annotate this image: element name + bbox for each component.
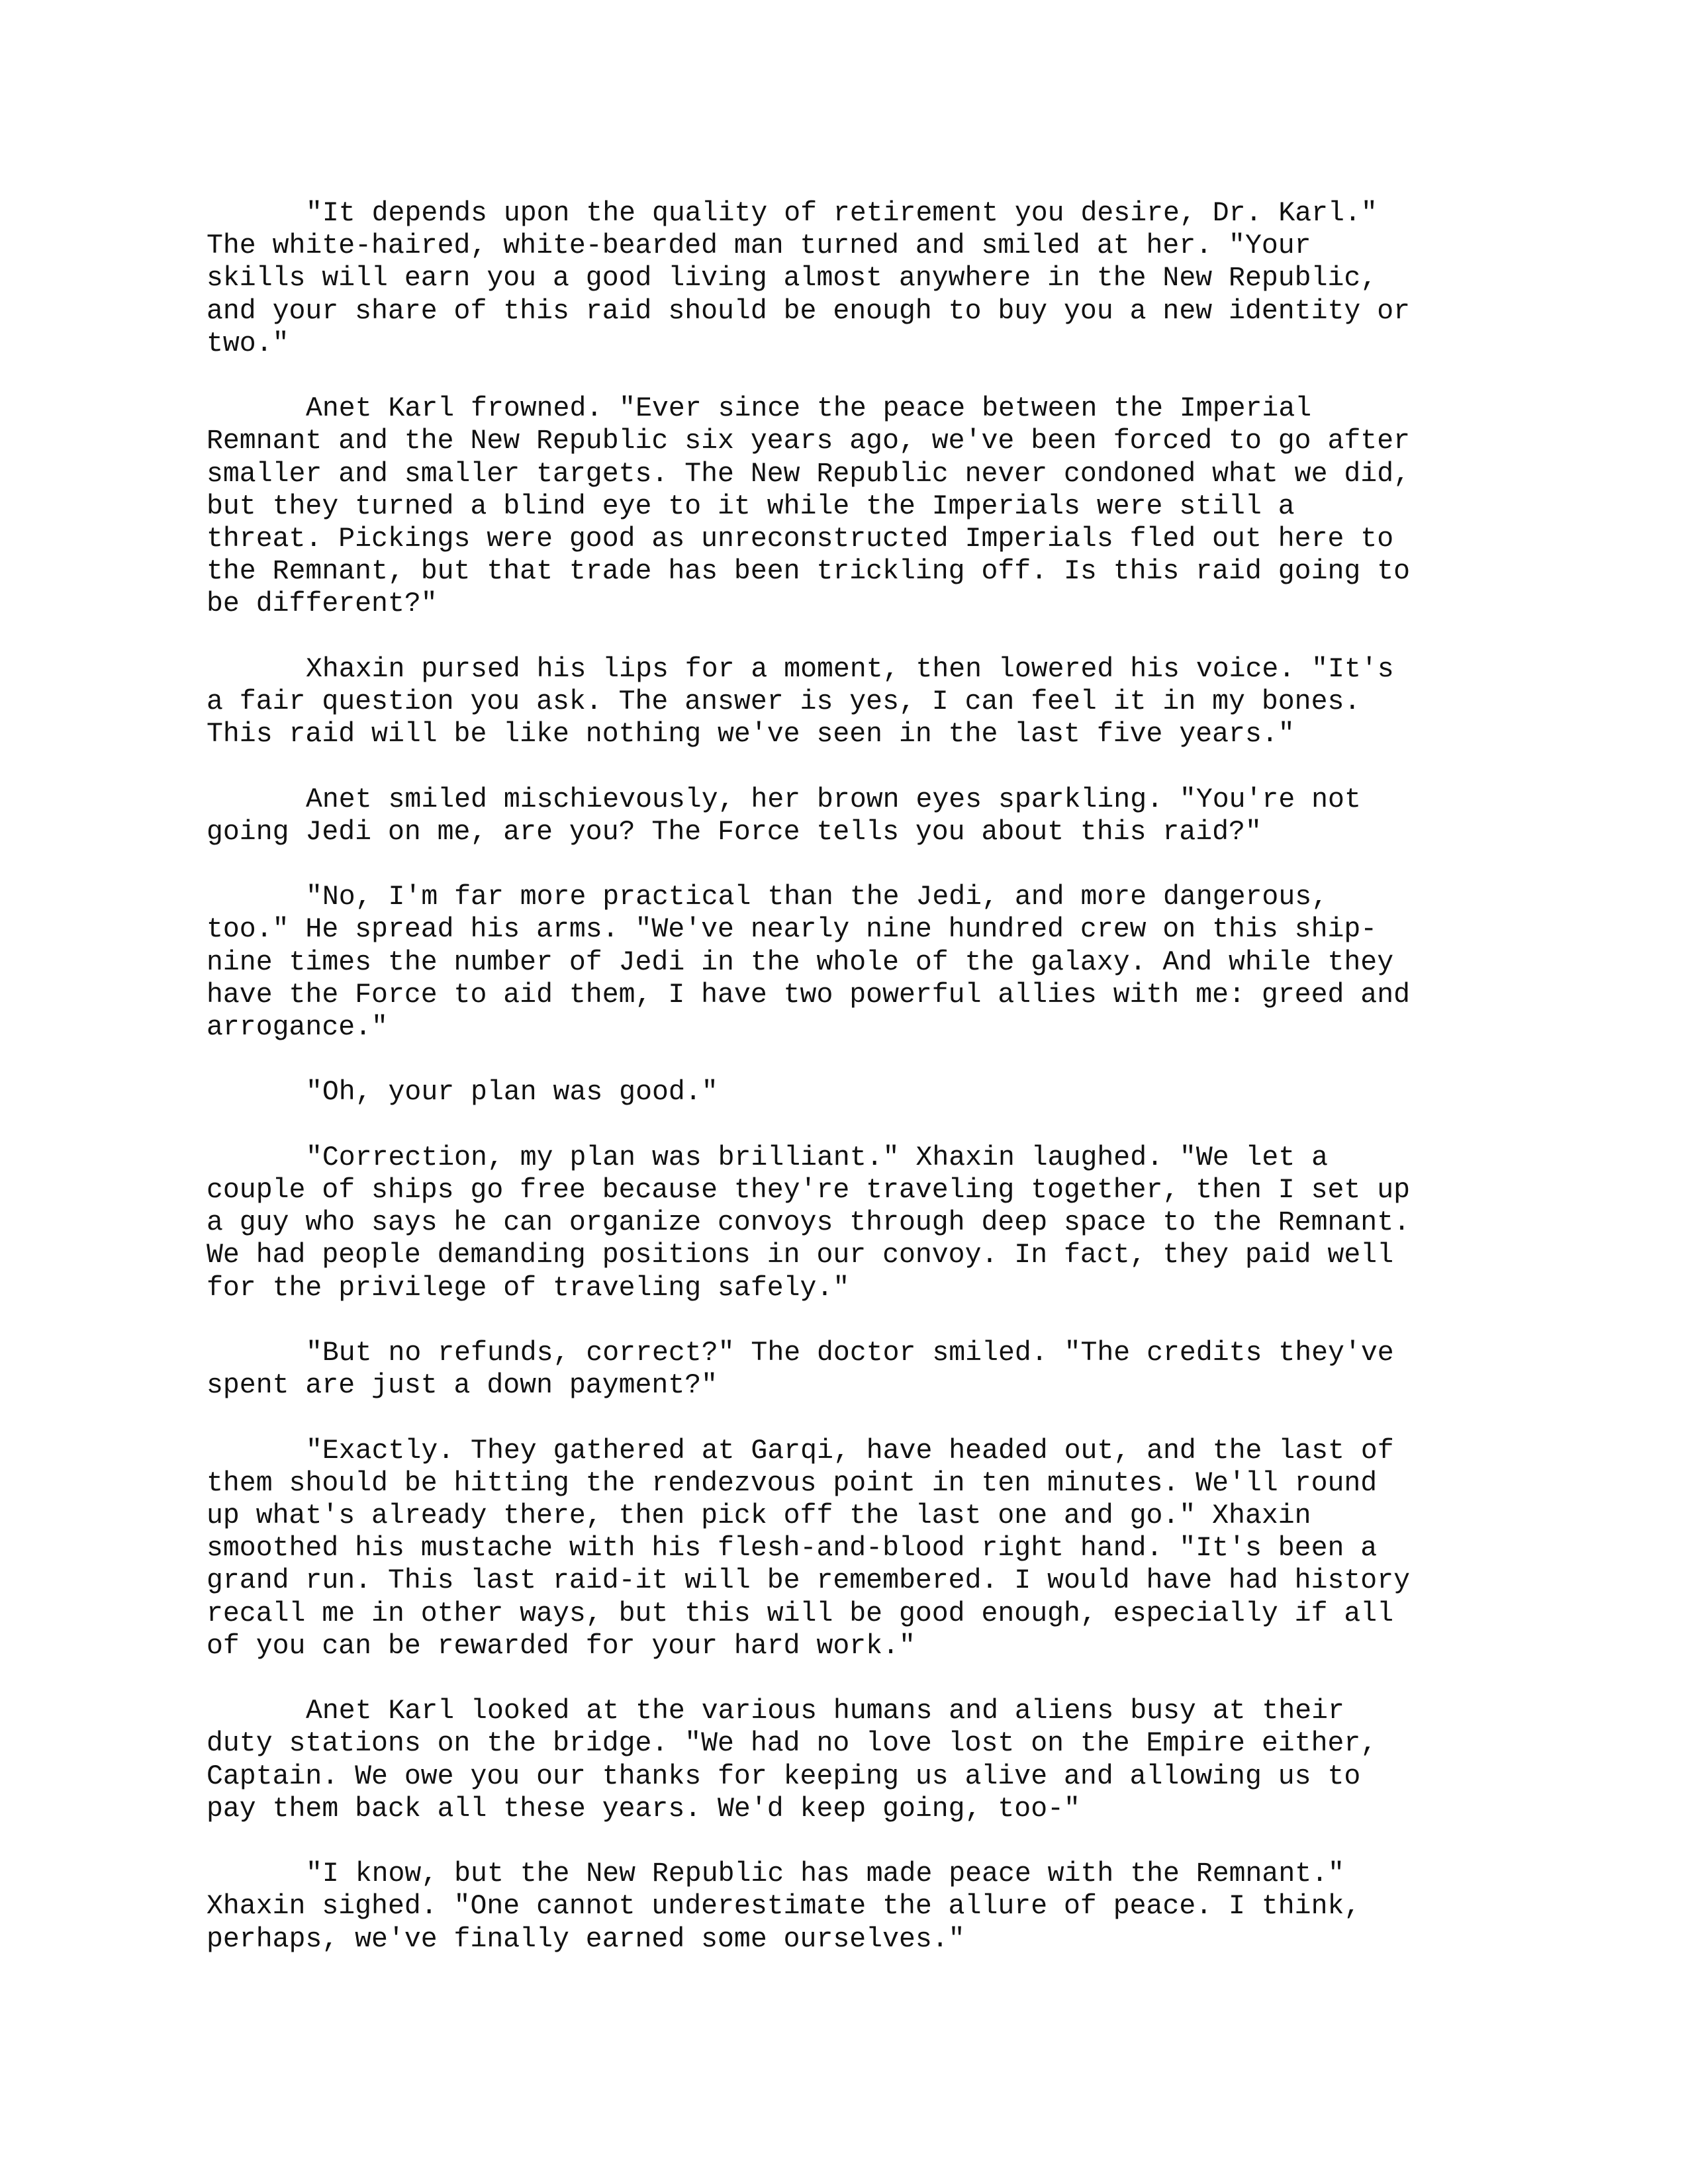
text-line: recall me in other ways, but this will be good enough, especially if all — [207, 1598, 1394, 1629]
text-line: "Correction, my plan was brilliant." Xhaxin laughed. "We let a — [306, 1142, 1329, 1173]
text-line: pay them back all these years. We'd keep going, too-" — [207, 1793, 1080, 1825]
text-line: be different?" — [207, 588, 438, 620]
text-line: Xhaxin sighed. "One cannot underestimate the allure of peace. I think, — [207, 1891, 1361, 1923]
text-line: up what's already there, then pick off the last one and go." Xhaxin — [207, 1500, 1311, 1531]
text-line: threat. Pickings were good as unreconstructed Imperials fled out here to — [207, 523, 1394, 555]
text-line: Captain. We owe you our thanks for keeping us alive and allowing us to — [207, 1760, 1361, 1792]
paragraph-6 — [207, 1076, 1484, 1109]
paragraph-7 — [207, 1142, 1484, 1304]
text-line: and your share of this raid should be enough to buy you a new identity or — [207, 295, 1410, 327]
text-line: "No, I'm far more practical than the Jedi, and more dangerous, — [306, 882, 1329, 913]
text-line: two." — [207, 328, 289, 359]
text-line: going Jedi on me, are you? The Force tells you about this raid?" — [207, 816, 1262, 848]
text-line: spent are just a down payment?" — [207, 1370, 718, 1402]
text-line: Xhaxin pursed his lips for a moment, then lowered his voice. "It's — [306, 653, 1394, 685]
paragraph-10 — [207, 1695, 1484, 1825]
paragraph-8 — [207, 1337, 1484, 1402]
paragraph-9 — [207, 1435, 1484, 1662]
text-line: Remnant and the New Republic six years ago, we've been forced to go after — [207, 426, 1410, 457]
text-line: the Remnant, but that trade has been trickling off. Is this raid going to — [207, 556, 1410, 588]
text-line: smaller and smaller targets. The New Republic never condoned what we did, — [207, 458, 1410, 490]
text-line: duty stations on the bridge. "We had no love lost on the Empire either, — [207, 1728, 1378, 1760]
text-line: perhaps, we've finally earned some ourselves." — [207, 1923, 965, 1955]
text-line: but they turned a blind eye to it while the Imperials were still a — [207, 490, 1295, 522]
text-line: a fair question you ask. The answer is yes, I can feel it in my bones. — [207, 686, 1361, 718]
paragraph-2 — [207, 392, 1484, 620]
paragraph-4 — [207, 784, 1484, 848]
text-line: skills will earn you a good living almost anywhere in the New Republic, — [207, 263, 1378, 295]
text-line: of you can be rewarded for your hard work." — [207, 1630, 915, 1662]
text-line: Anet Karl frowned. "Ever since the peace between the Imperial — [306, 393, 1312, 425]
text-line: "Exactly. They gathered at Garqi, have headed out, and the last of — [306, 1435, 1394, 1467]
text-line: Anet Karl looked at the various humans and aliens busy at their — [306, 1696, 1344, 1727]
text-line: nine times the number of Jedi in the whole of the galaxy. And while they — [207, 946, 1394, 978]
text-line: couple of ships go free because they're traveling together, then I set up — [207, 1175, 1410, 1206]
text-line: for the privilege of traveling safely." — [207, 1272, 850, 1304]
text-line: The white-haired, white-bearded man turned and smiled at her. "Your — [207, 230, 1311, 262]
text-line: "But no refunds, correct?" The doctor smiled. "The credits they've — [306, 1338, 1394, 1369]
text-line: arrogance." — [207, 1012, 388, 1044]
text-line: We had people demanding positions in our convoy. In fact, they paid well — [207, 1240, 1394, 1271]
text-line: "I know, but the New Republic has made peace with the Remnant." — [306, 1858, 1344, 1890]
document-body — [207, 197, 1484, 1988]
paragraph-5 — [207, 881, 1484, 1044]
text-line: This raid will be like nothing we've seen in the last five years." — [207, 719, 1295, 751]
text-line: them should be hitting the rendezvous point in ten minutes. We'll round — [207, 1467, 1378, 1499]
text-line: smoothed his mustache with his flesh-and-blood right hand. "It's been a — [207, 1533, 1378, 1565]
text-line: grand run. This last raid-it will be remembered. I would have had history — [207, 1565, 1410, 1597]
text-line: a guy who says he can organize convoys through deep space to the Remnant. — [207, 1207, 1410, 1239]
text-line: "Oh, your plan was good." — [306, 1077, 718, 1109]
paragraph-3 — [207, 653, 1484, 751]
text-line: "It depends upon the quality of retirement you desire, Dr. Karl." — [306, 198, 1378, 229]
text-line: have the Force to aid them, I have two powerful allies with me: greed and — [207, 979, 1410, 1011]
paragraph-1 — [207, 197, 1484, 360]
text-line: Anet smiled mischievously, her brown eyes sparkling. "You're not — [306, 784, 1361, 815]
text-line: too." He spread his arms. "We've nearly nine hundred crew on this ship- — [207, 914, 1378, 946]
paragraph-11 — [207, 1858, 1484, 1956]
